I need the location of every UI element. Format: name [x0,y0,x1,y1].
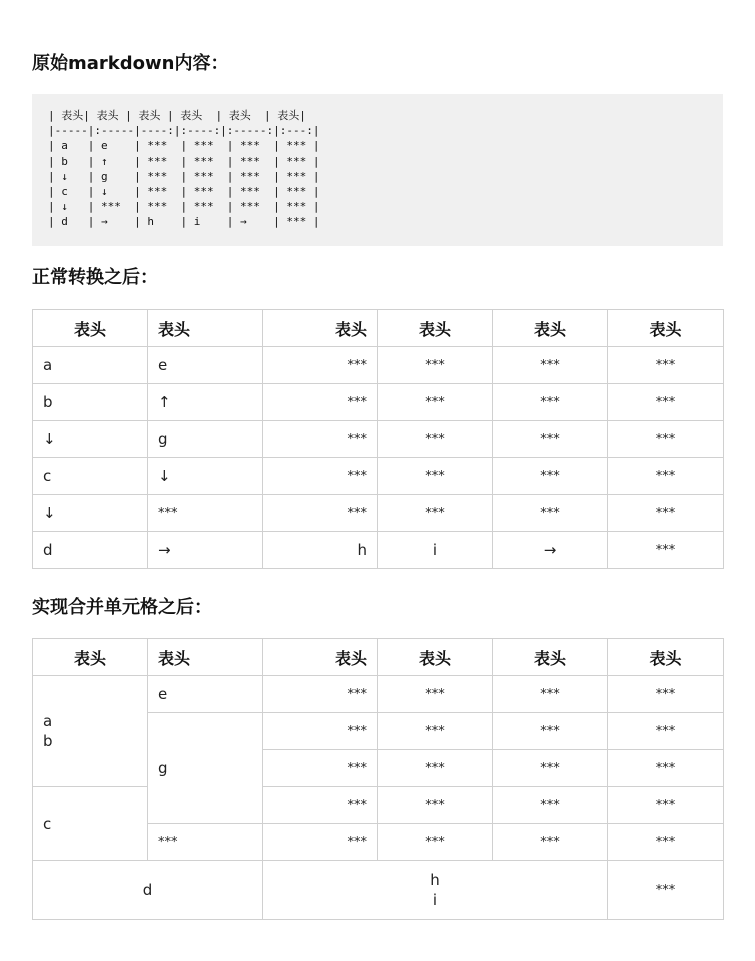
column-header: 表头 [148,310,263,347]
table-cell: → [148,532,263,569]
table-row [33,861,724,920]
table-cell: *** [378,495,493,532]
table-cell: *** [493,347,608,384]
table-cell: *** [378,824,493,861]
table-cell: *** [608,750,724,787]
column-header: 表头 [33,639,148,676]
column-header: 表头 [263,639,378,676]
table-cell: *** [378,421,493,458]
cell-line: b [43,732,53,750]
table-cell: *** [263,824,378,861]
table-cell: ↑ [148,384,263,421]
merged-cell-hi [263,861,608,920]
table-cell: *** [263,787,378,824]
table-cell: *** [378,458,493,495]
table-cell: *** [608,384,724,421]
table-cell: *** [378,787,493,824]
normal-table [32,309,724,569]
table-cell: *** [378,750,493,787]
column-header: 表头 [493,639,608,676]
cell-line: a [43,712,53,730]
table-header-row [33,310,724,347]
table-cell: *** [378,713,493,750]
table-cell: *** [263,713,378,750]
table-cell: *** [378,347,493,384]
table-cell: e [148,676,263,713]
table-cell: *** [608,421,724,458]
table-cell: *** [493,750,608,787]
table-row [33,347,724,384]
table-cell: *** [263,676,378,713]
table-cell: *** [493,787,608,824]
merged-cell-c: c [33,787,148,861]
table-row [33,532,724,569]
table-cell: *** [608,787,724,824]
table-cell: *** [493,713,608,750]
markdown-code-block [32,94,723,246]
merged-cell-ab [33,676,148,787]
table-row [33,676,724,713]
table-cell: ↓ [33,421,148,458]
table-cell: b [33,384,148,421]
column-header: 表头 [608,639,724,676]
table-cell: c [33,458,148,495]
table-cell: ↓ [33,495,148,532]
cell-line: i [432,891,438,909]
markdown-source-text: | 表头| 表头 | 表头 | 表头 | 表头 | 表头| |-----|:-----|----:|:----:|:-----:|:---:| | a | e | *** | *** | *** | *** | | b | ↑ | *** | *** | *** | *** | | ↓ | g | *** | *** | *** | *** | | c | ↓ | *** | *** | *** | *** | | ↓ | *** | *** | *** | *** | *** | | d | → | h | i | → | *** | [48,109,320,229]
table-cell: *** [493,421,608,458]
cell-line: h [430,871,440,889]
table-cell: *** [608,347,724,384]
table-cell: *** [493,384,608,421]
table-row [33,495,724,532]
table-cell: i [378,532,493,569]
table-cell: *** [493,458,608,495]
table-cell: *** [263,750,378,787]
table-cell: *** [608,458,724,495]
heading-merged-cells: 实现合并单元格之后： [32,597,212,618]
column-header: 表头 [378,639,493,676]
table-cell: g [148,421,263,458]
merged-table [32,638,724,920]
table-cell: *** [608,495,724,532]
column-header: 表头 [148,639,263,676]
table-cell: *** [493,495,608,532]
table-cell: *** [608,713,724,750]
table-row [33,421,724,458]
column-header: 表头 [493,310,608,347]
table-cell: *** [608,676,724,713]
table-cell: a [33,347,148,384]
heading-normal-conversion: 正常转换之后： [32,267,158,288]
merged-cell-d: d [33,861,263,920]
table-cell: *** [378,384,493,421]
table-cell: → [493,532,608,569]
column-header: 表头 [33,310,148,347]
table-cell: *** [263,384,378,421]
table-cell: *** [493,824,608,861]
table-cell: h [263,532,378,569]
table-cell: d [33,532,148,569]
table-cell: *** [608,532,724,569]
table-cell: *** [493,676,608,713]
table-cell: *** [608,861,724,920]
table-cell: e [148,347,263,384]
column-header: 表头 [263,310,378,347]
table-row [33,384,724,421]
table-cell: *** [263,458,378,495]
table-cell: *** [263,421,378,458]
merged-cell-g: g [148,713,263,824]
table-row [33,787,724,824]
table-cell: *** [263,495,378,532]
table-cell: *** [378,676,493,713]
table-cell: *** [148,824,263,861]
heading-original-markdown: 原始markdown内容： [32,53,229,74]
table-header-row [33,639,724,676]
table-row [33,458,724,495]
column-header: 表头 [378,310,493,347]
column-header: 表头 [608,310,724,347]
table-cell: *** [148,495,263,532]
table-cell: *** [608,824,724,861]
table-cell: ↓ [148,458,263,495]
table-cell: *** [263,347,378,384]
